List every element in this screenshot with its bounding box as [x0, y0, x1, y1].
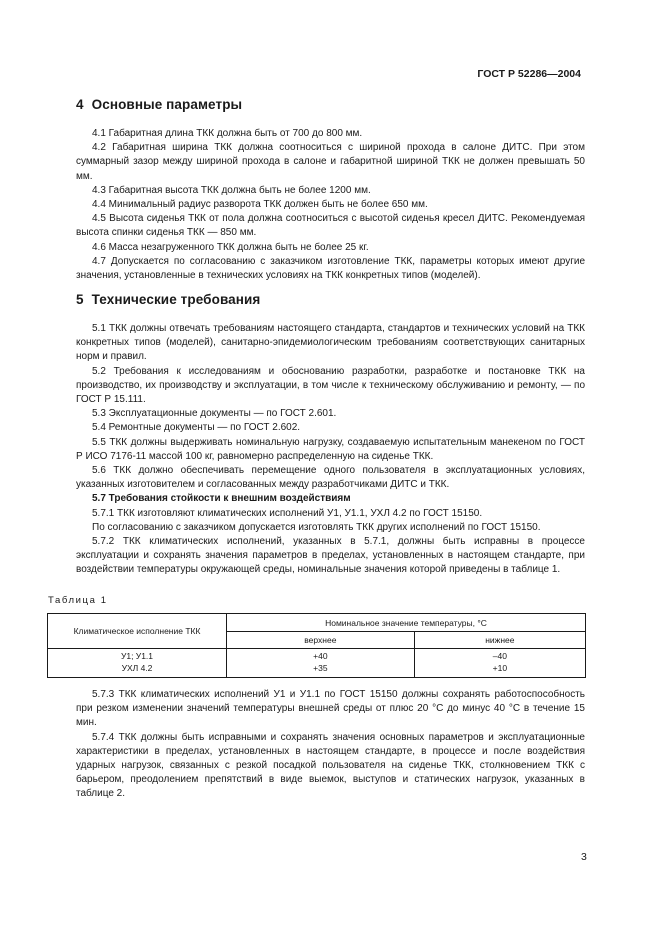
- section-4-body: [76, 127, 585, 283]
- paragraph-5-7-1: 5.7.1 ТКК изготовляют климатических исполнений У1, У1.1, УХЛ 4.2 по ГОСТ 15150.: [92, 507, 483, 519]
- paragraph-4-6: 4.6 Масса незагруженного ТКК должна быть не более 25 кг.: [92, 241, 369, 253]
- section-5-number: 5: [76, 292, 84, 307]
- paragraph-5-5: 5.5 ТКК должны выдерживать номинальную нагрузку, создаваемую испытательным манекеном по ГОСТ Р ИСО 7176-11 массой 100 кг, равномерно распределенную на сиденье ТКК.: [76, 436, 585, 462]
- paragraph-4-5: 4.5 Высота сиденья ТКК от пола должна соотноситься с высотой сиденья кресел ДИТС. Рекомендуемая высота спинки сиденья ТКК — 850 мм.: [76, 213, 585, 239]
- table-1-caption: Таблица 1: [48, 595, 108, 606]
- paragraph-4-4: 4.4 Минимальный радиус разворота ТКК должен быть не более 650 мм.: [92, 199, 428, 211]
- section-4-heading: [76, 97, 242, 112]
- table-cell-upper-1: +40: [313, 651, 328, 661]
- table-cell-lower-2: +10: [492, 662, 508, 673]
- paragraph-5-7-2: 5.7.2 ТКК климатических исполнений, указанных в 5.7.1, должны быть исправны в процессе эксплуатации и сохранять значения параметров в пределах, установленных в настоящем стандарте, при воздействии температуры окружающей среды, номинальные значения которой приведены в таблице 1.: [76, 536, 585, 576]
- paragraph-5-6: 5.6 ТКК должно обеспечивать перемещение одного пользователя в эксплуатационных условиях, указанных изготовителем и согласованных между разработчиками ДИТС и ТКК.: [76, 465, 585, 491]
- table-cell-upper-2: +35: [313, 662, 328, 673]
- table-header-upper: верхнее: [227, 632, 415, 649]
- paragraph-5-3: 5.3 Эксплуатационные документы — по ГОСТ 2.601.: [92, 408, 337, 420]
- table-cell-lower-1: –40: [492, 651, 507, 661]
- page-number: 3: [581, 851, 587, 863]
- paragraph-5-7-4: 5.7.4 ТКК должны быть исправными и сохранять значения основных параметров и эксплуатационные характеристики в пределах, установленных в настоящем стандарте, в процессе и после воздействия ударных нагрузок, связанных с резкой посадкой пользователя на сиденье ТКК, столкновением ТКК с барьером, преодолением препятствий в виде выемок, выступов и статических нагрузок, указанных в таблице 2.: [76, 731, 585, 800]
- section-5-body: [76, 322, 585, 578]
- after-table-body: [76, 688, 585, 802]
- table-1: [47, 613, 586, 678]
- table-header-nominal: Номинальное значение температуры, °С: [227, 614, 586, 632]
- paragraph-4-1: 4.1 Габаритная длина ТКК должна быть от 700 до 800 мм.: [92, 128, 363, 139]
- document-code: ГОСТ Р 52286—2004: [477, 68, 581, 80]
- paragraph-5-2: 5.2 Требования к исследованиям и обоснованию разработки, разработке и постановке ТКК на производство, их производству и эксплуатации, в том числе к техническому обслуживанию и ремонту, — по ГОСТ Р 15.111.: [76, 365, 585, 406]
- paragraph-5-7-3: 5.7.3 ТКК климатических исполнений У1 и У1.1 по ГОСТ 15150 должны сохранять работоспособность при резком изменении значений температуры внешней среды от плюс 20 °С до минус 40 °С в течение 15 мин.: [76, 689, 585, 729]
- subsection-5-7-title: 5.7 Требования стойкости к внешним воздействиям: [92, 493, 351, 505]
- table-cell-lower: [414, 649, 585, 678]
- paragraph-5-7-1-note: По согласованию с заказчиком допускается изготовлять ТКК других исполнений по ГОСТ 15150.: [92, 521, 541, 533]
- table-row: [48, 649, 586, 678]
- section-5-title: Технические требования: [91, 292, 261, 307]
- paragraph-5-1: 5.1 ТКК должны отвечать требованиям настоящего стандарта, стандартов и технических условий на ТКК конкретных типов (моделей), санитарно-эпидемиологическим требованиям соответствующих санитарных норм и правил.: [76, 323, 585, 363]
- paragraph-4-7: 4.7 Допускается по согласованию с заказчиком изготовление ТКК, параметры которых имеют другие значения, установленные в технических условиях на ТКК конкретных типов (моделей).: [76, 255, 585, 282]
- table-header-climate: Климатическое исполнение ТКК: [48, 614, 227, 649]
- table-header-lower: нижнее: [414, 632, 585, 649]
- table-cell-climate-1: У1; У1.1: [120, 651, 154, 661]
- paragraph-4-3: 4.3 Габаритная высота ТКК должна быть не более 1200 мм.: [92, 184, 371, 196]
- section-5-heading: [76, 292, 260, 307]
- table-cell-climate-2: УХЛ 4.2: [121, 662, 153, 673]
- section-4-number: 4: [76, 97, 84, 112]
- table-cell-climate: [48, 649, 227, 678]
- paragraph-4-2: 4.2 Габаритная ширина ТКК должна соотноситься с шириной прохода в салоне ДИТС. При этом суммарный зазор между шириной прохода в салоне и габаритной шириной ТКК не должен превышать 50 мм.: [76, 142, 585, 182]
- table-cell-upper: [227, 649, 415, 678]
- paragraph-5-4: 5.4 Ремонтные документы — по ГОСТ 2.602.: [92, 422, 301, 434]
- section-4-title: Основные параметры: [91, 97, 243, 112]
